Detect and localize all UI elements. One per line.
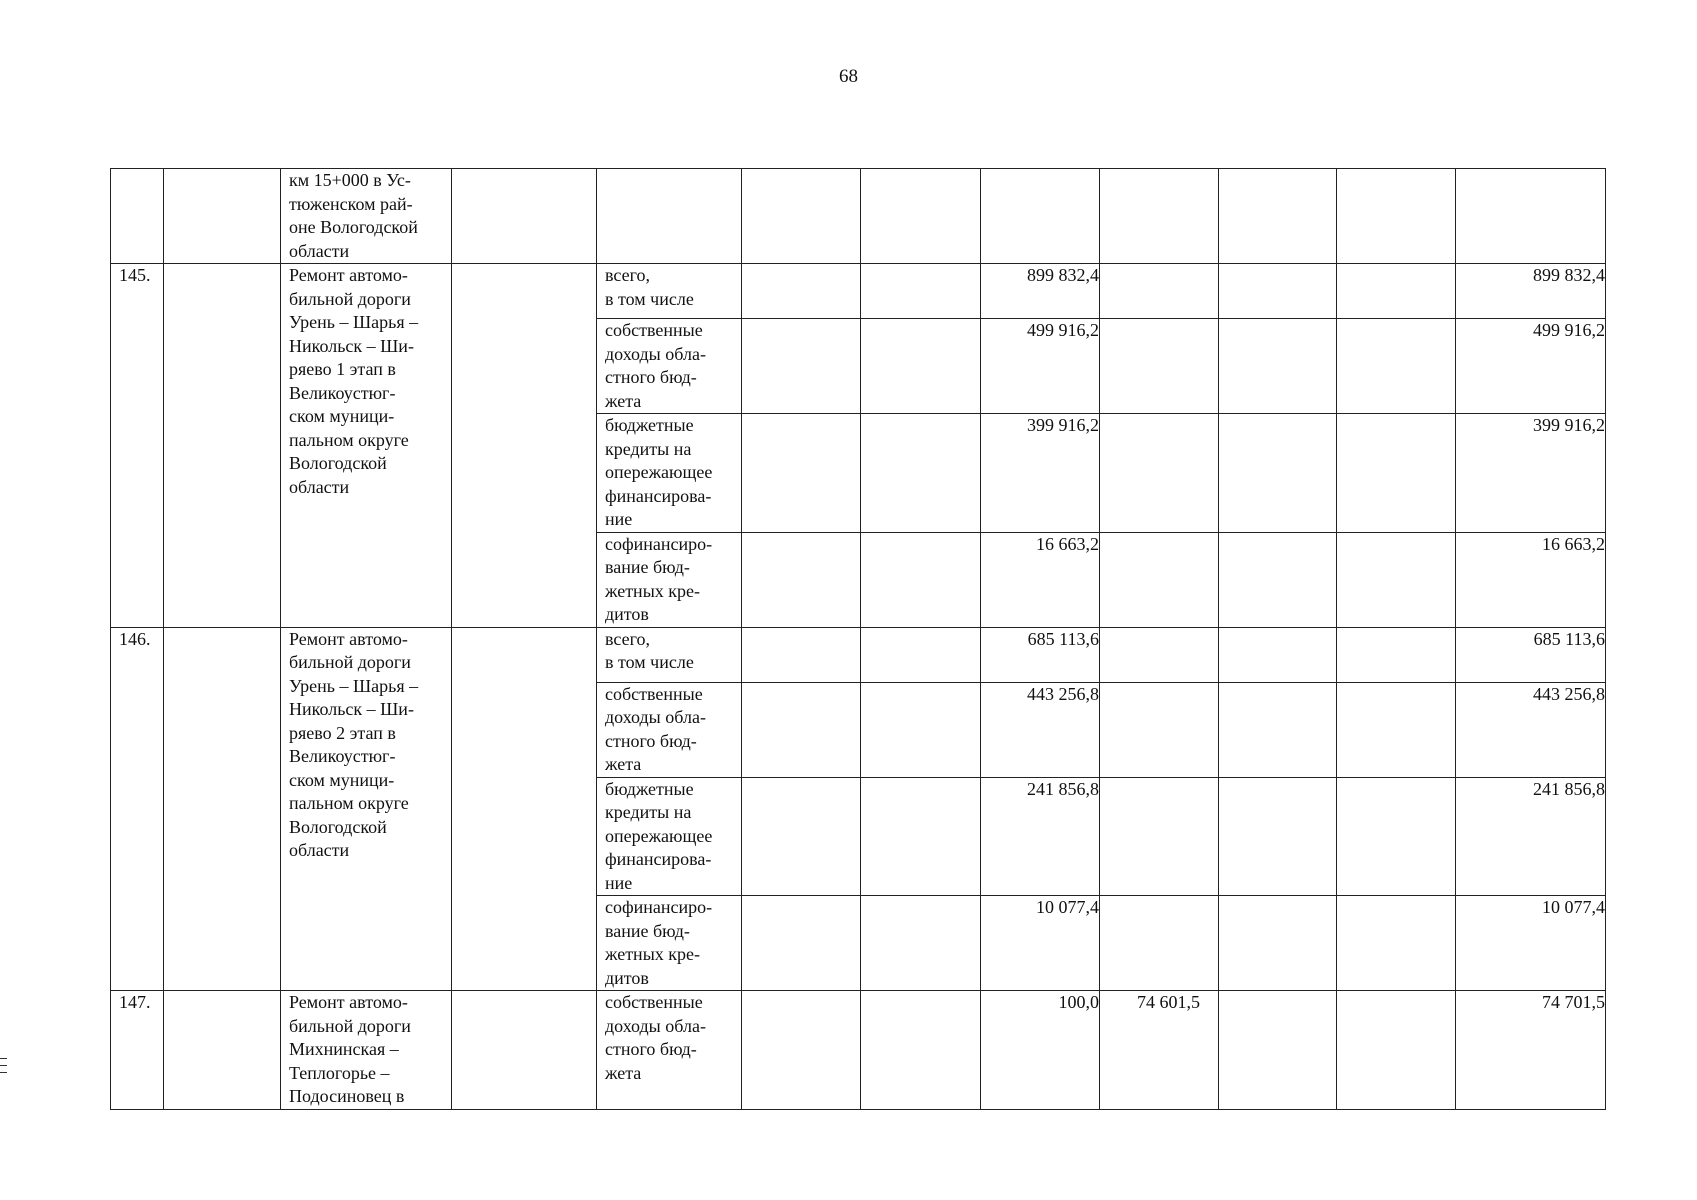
budget-table	[110, 168, 1606, 1110]
row-number-cell: 146.	[111, 627, 164, 991]
source-label-cell: собственные доходы обла- стного бюд- жета	[597, 319, 742, 414]
table-row	[111, 169, 1606, 264]
empty-cell	[1337, 896, 1456, 991]
total-cell: 241 856,8	[1456, 777, 1606, 896]
empty-cell	[1219, 169, 1337, 264]
value-cell	[1100, 532, 1219, 627]
empty-cell	[1337, 532, 1456, 627]
total-cell: 685 113,6	[1456, 627, 1606, 682]
empty-cell	[742, 532, 861, 627]
empty-cell	[1219, 264, 1337, 319]
empty-cell	[1337, 682, 1456, 777]
empty-cell	[1337, 777, 1456, 896]
empty-cell	[1219, 896, 1337, 991]
value-cell: 16 663,2	[981, 532, 1100, 627]
empty-cell	[861, 777, 981, 896]
value-cell	[1100, 896, 1219, 991]
empty-cell	[452, 264, 597, 628]
total-cell: 499 916,2	[1456, 319, 1606, 414]
empty-cell	[1337, 169, 1456, 264]
empty-cell	[1337, 414, 1456, 533]
code-cell	[164, 169, 281, 264]
empty-cell	[452, 169, 597, 264]
empty-cell	[861, 896, 981, 991]
empty-cell	[742, 414, 861, 533]
source-label-cell: софинансиро- вание бюд- жетных кре- дитов	[597, 896, 742, 991]
empty-cell	[742, 682, 861, 777]
source-label-cell: бюджетные кредиты на опережающее финансирова- ние	[597, 414, 742, 533]
value-cell: 74 601,5	[1100, 991, 1219, 1110]
code-cell	[164, 991, 281, 1110]
empty-cell	[861, 319, 981, 414]
source-label-cell: софинансиро- вание бюд- жетных кре- дитов	[597, 532, 742, 627]
empty-cell	[742, 777, 861, 896]
empty-cell	[861, 414, 981, 533]
empty-cell	[861, 264, 981, 319]
value-cell: 399 916,2	[981, 414, 1100, 533]
empty-cell	[1219, 319, 1337, 414]
value-cell: 899 832,4	[981, 264, 1100, 319]
value-cell	[1100, 777, 1219, 896]
empty-cell	[742, 896, 861, 991]
total-cell: 443 256,8	[1456, 682, 1606, 777]
total-cell: 399 916,2	[1456, 414, 1606, 533]
row-number-cell: 147.	[111, 991, 164, 1110]
empty-cell	[861, 991, 981, 1110]
table-row	[111, 991, 1606, 1110]
total-cell: 899 832,4	[1456, 264, 1606, 319]
table-row	[111, 627, 1606, 682]
source-label-cell: собственные доходы обла- стного бюд- жета	[597, 991, 742, 1110]
value-cell: 685 113,6	[981, 627, 1100, 682]
empty-cell	[452, 991, 597, 1110]
empty-cell	[452, 627, 597, 991]
empty-cell	[861, 532, 981, 627]
empty-cell	[742, 627, 861, 682]
empty-cell	[742, 264, 861, 319]
source-label-cell: бюджетные кредиты на опережающее финансирова- ние	[597, 777, 742, 896]
source-label-cell: собственные доходы обла- стного бюд- жета	[597, 682, 742, 777]
empty-cell	[1219, 627, 1337, 682]
total-cell: 74 701,5	[1456, 991, 1606, 1110]
value-cell: 499 916,2	[981, 319, 1100, 414]
total-cell: 10 077,4	[1456, 896, 1606, 991]
value-cell	[1100, 414, 1219, 533]
value-cell: 241 856,8	[981, 777, 1100, 896]
row-number-cell: 145.	[111, 264, 164, 628]
value-cell: 443 256,8	[981, 682, 1100, 777]
empty-cell	[742, 319, 861, 414]
value-cell	[1100, 682, 1219, 777]
object-name-cell: Ремонт автомо- бильной дороги Михнинская – Теплогорье – Подосиновец в	[281, 991, 452, 1110]
value-cell	[1100, 264, 1219, 319]
empty-cell	[981, 169, 1100, 264]
code-cell	[164, 627, 281, 991]
empty-cell	[1219, 682, 1337, 777]
row-number-cell	[111, 169, 164, 264]
empty-cell	[1219, 532, 1337, 627]
empty-cell	[1456, 169, 1606, 264]
empty-cell	[1337, 264, 1456, 319]
source-label-cell: всего, в том числе	[597, 627, 742, 682]
empty-cell	[1337, 627, 1456, 682]
empty-cell	[597, 169, 742, 264]
empty-cell	[861, 627, 981, 682]
code-cell	[164, 264, 281, 628]
empty-cell	[861, 169, 981, 264]
empty-cell	[1337, 991, 1456, 1110]
empty-cell	[1219, 414, 1337, 533]
total-cell: 16 663,2	[1456, 532, 1606, 627]
value-cell: 100,0	[981, 991, 1100, 1110]
object-name-cell: км 15+000 в Ус- тюженском рай- оне Вологодской области	[281, 169, 452, 264]
object-name-cell: Ремонт автомо- бильной дороги Урень – Шарья – Никольск – Ши- ряево 1 этап в Великоустюг- ском муници- пальном округе Вологодской области	[281, 264, 452, 628]
empty-cell	[1219, 777, 1337, 896]
scan-margin-marks	[0, 1058, 8, 1079]
object-name-cell: Ремонт автомо- бильной дороги Урень – Шарья – Никольск – Ши- ряево 2 этап в Великоустюг- ском муници- пальном округе Вологодской области	[281, 627, 452, 991]
table-row	[111, 264, 1606, 319]
page-number: 68	[839, 66, 858, 87]
empty-cell	[742, 991, 861, 1110]
source-label-cell: всего, в том числе	[597, 264, 742, 319]
empty-cell	[1337, 319, 1456, 414]
empty-cell	[1100, 169, 1219, 264]
value-cell: 10 077,4	[981, 896, 1100, 991]
value-cell	[1100, 627, 1219, 682]
empty-cell	[742, 169, 861, 264]
empty-cell	[1219, 991, 1337, 1110]
empty-cell	[861, 682, 981, 777]
value-cell	[1100, 319, 1219, 414]
